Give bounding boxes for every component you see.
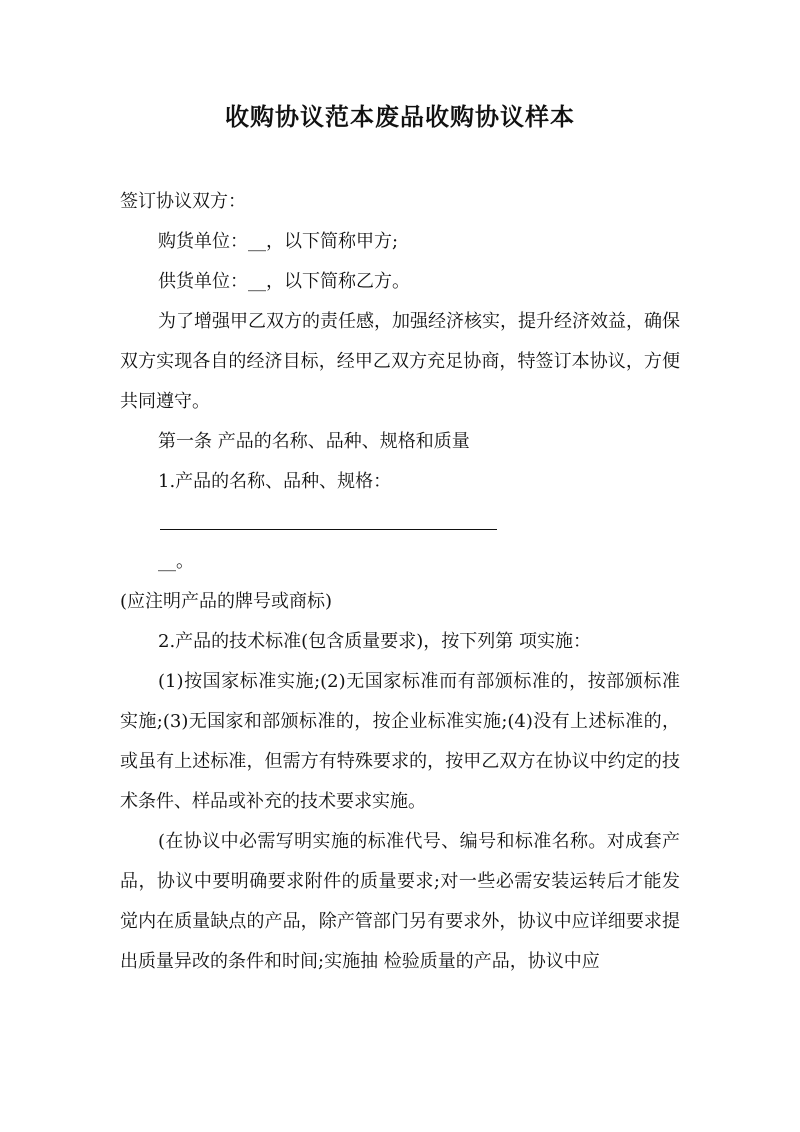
brand-note: (应注明产品的牌号或商标): [120, 591, 333, 612]
product-spec-line: 1.产品的名称、品种、规格：: [158, 471, 392, 492]
document-title: 收购协议范本废品收购协议样本: [225, 102, 575, 131]
blank-end-line: __。: [158, 551, 194, 572]
article-one-heading: 第一条 产品的名称、品种、规格和质量: [158, 431, 470, 452]
supplier-line: 供货单位：__，以下简称乙方。: [158, 271, 410, 292]
document-body: [120, 182, 680, 982]
fill-in-blank-line: [160, 502, 497, 542]
standards-paragraph: (1)按国家标准实施;(2)无国家标准而有部颁标准的，按部颁标准实施;(3)无国家和部颁标准的，按企业标准实施;(4)没有上述标准的，或虽有上述标准，但需方有特殊要求的，按甲乙双方在协议中约定的技术条件、样品或补充的技术要求实施。: [120, 671, 680, 812]
purpose-paragraph: 为了增强甲乙双方的责任感，加强经济核实，提升经济效益，确保双方实现各自的经济目标，经甲乙双方充足协商，特签订本协议，方便共同遵守。: [120, 311, 680, 412]
standards-note-paragraph: (在协议中必需写明实施的标准代号、编号和标准名称。对成套产品，协议中要明确要求附件的质量要求;对一些必需安装运转后才能发觉内在质量缺点的产品，除产管部门另有要求外，协议中应详细要求提出质量异改的条件和时间;实施抽 检验质量的产品，协议中应: [120, 831, 680, 972]
parties-heading: 签订协议双方：: [120, 191, 246, 212]
buyer-line: 购货单位：__，以下简称甲方;: [158, 231, 399, 252]
technical-standard-line: 2.产品的技术标准(包含质量要求)，按下列第 项实施：: [158, 631, 591, 652]
